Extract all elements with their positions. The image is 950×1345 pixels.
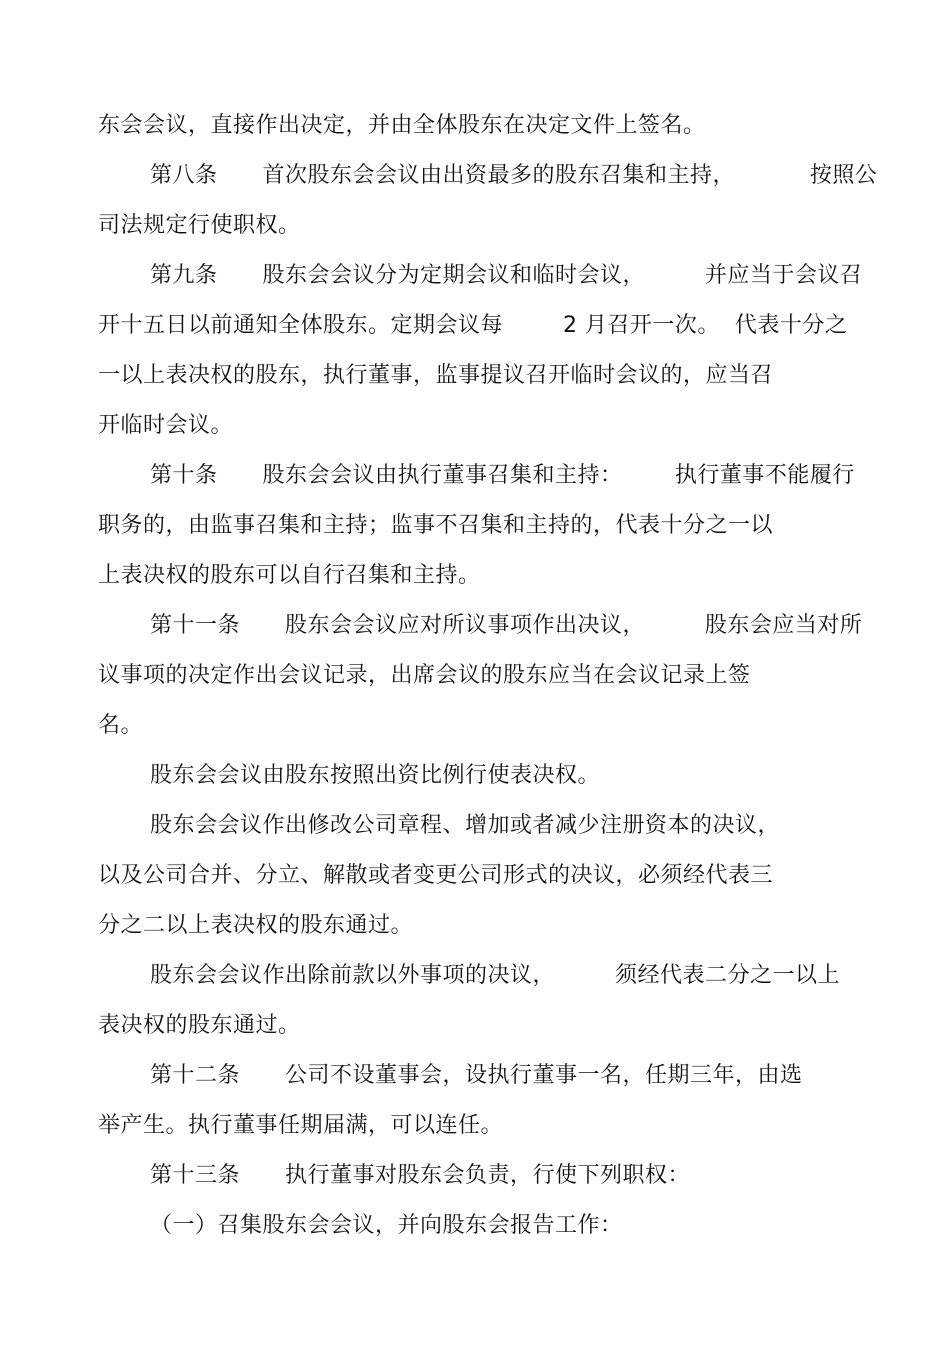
paragraph-voting-rights: 股东会会议由股东按照出资比例行使表决权。 <box>150 763 601 788</box>
article-8-line-1: 第八条 首次股东会会议由出资最多的股东召集和主持， 按照公 <box>150 163 878 188</box>
article-13-item-1: （一）召集股东会会议，并向股东会报告工作： <box>150 1213 623 1238</box>
article-10-line-3: 上表决权的股东可以自行召集和主持。 <box>98 563 481 588</box>
article-8-line-2: 司法规定行使职权。 <box>98 213 301 238</box>
paragraph-ordinary-resolution-2: 表决权的股东通过。 <box>98 1013 301 1038</box>
article-11-line-1: 第十一条 股东会会议应对所议事项作出决议， 股东会应当对所 <box>150 613 863 638</box>
paragraph-special-resolution-2: 以及公司合并、分立、解散或者变更公司形式的决议，必须经代表三 <box>98 863 774 888</box>
article-10-line-1: 第十条 股东会会议由执行董事召集和主持： 执行董事不能履行 <box>150 463 855 488</box>
article-9-line-2: 开十五日以前通知全体股东。定期会议每 2 月召开一次。 代表十分之 <box>98 313 848 338</box>
article-12-line-2: 举产生。执行董事任期届满，可以连任。 <box>98 1113 504 1138</box>
article-12-line-1: 第十二条 公司不设董事会，设执行董事一名，任期三年，由选 <box>150 1063 803 1088</box>
article-9-line-1: 第九条 股东会会议分为定期会议和临时会议， 并应当于会议召 <box>150 263 863 288</box>
paragraph-ordinary-resolution-1: 股东会会议作出除前款以外事项的决议， 须经代表二分之一以上 <box>150 963 840 988</box>
article-11-line-3: 名。 <box>98 713 144 738</box>
article-9-line-4: 开临时会议。 <box>98 413 234 438</box>
article-9-line-3: 一以上表决权的股东，执行董事，监事提议召开临时会议的，应当召 <box>98 363 774 388</box>
paragraph-special-resolution-1: 股东会会议作出修改公司章程、增加或者减少注册资本的决议， <box>150 813 781 838</box>
paragraph-special-resolution-3: 分之二以上表决权的股东通过。 <box>98 913 414 938</box>
text-line-1: 东会会议，直接作出决定，并由全体股东在决定文件上签名。 <box>98 113 706 138</box>
article-11-line-2: 议事项的决定作出会议记录，出席会议的股东应当在会议记录上签 <box>98 663 751 688</box>
article-13-line-1: 第十三条 执行董事对股东会负责，行使下列职权： <box>150 1163 690 1188</box>
article-10-line-2: 职务的，由监事召集和主持；监事不召集和主持的，代表十分之一以 <box>98 513 774 538</box>
